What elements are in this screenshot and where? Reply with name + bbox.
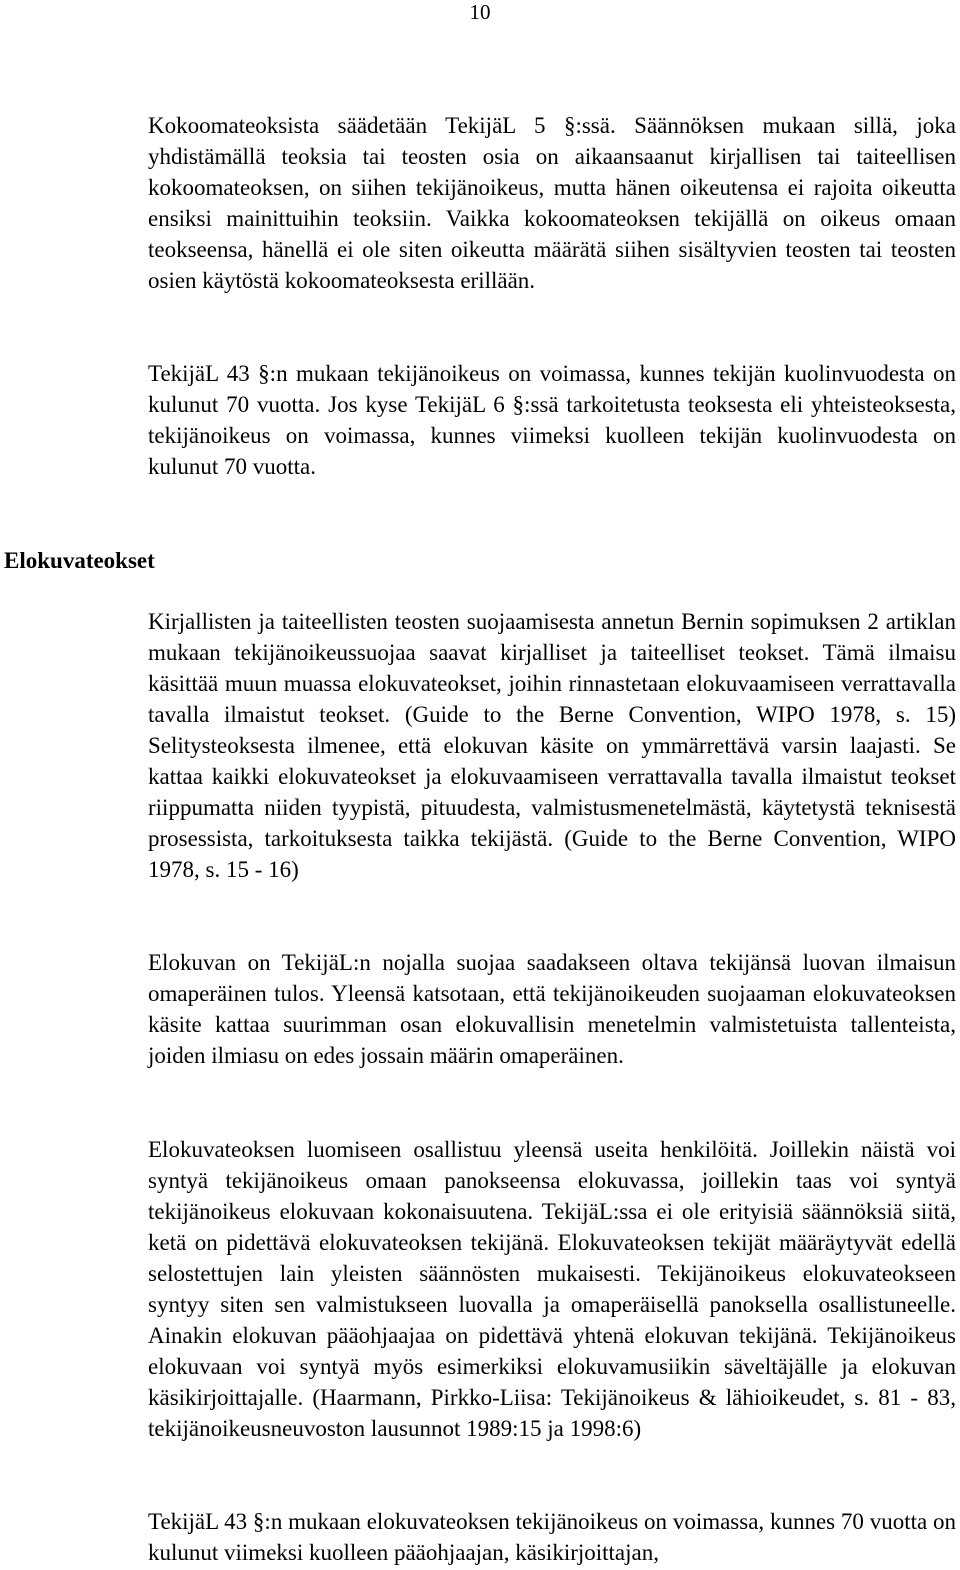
paragraph-elokuvan-suoja: Elokuvan on TekijäL:n nojalla suojaa saadakseen oltava tekijänsä luovan ilmaisun omaperäinen tulos. Yleensä katsotaan, että tekijänoikeuden suojaaman elokuvateoksen käsite kattaa suurimman osan elokuvallisin menetelmin valmistetuista tallenteista, joiden ilmiasu on edes jossain määrin omaperäinen.	[148, 950, 956, 1068]
paragraph-kokoomateokset: Kokoomateoksista säädetään TekijäL 5 §:ssä. Säännöksen mukaan sillä, joka yhdistämällä teoksia tai teosten osia on aikaansaanut kirjallisen tai taiteellisen kokoomateoksen, on siihen tekijänoikeus, mutta hänen oikeutensa ei rajoita oikeutta ensiksi mainittuihin teoksiin. Vaikka kokoomateoksen tekijällä on oikeus omaan teokseensa, hänellä ei ole siten oikeutta määrätä siihen sisältyvien teosten tai teosten osien käytöstä kokoomateoksesta erillään.	[148, 113, 956, 293]
paragraph-elokuvan-tekijat: Elokuvateoksen luomiseen osallistuu yleensä useita henkilöitä. Joillekin näistä voi syntyä tekijänoikeus omaan panokseensa elokuvassa, joillekin taas voi syntyä tekijänoikeus elokuvaan kokonaisuutena. TekijäL:ssa ei ole erityisiä säännöksiä siitä, ketä on pidettävä elokuvateoksen tekijänä. Elokuvateoksen tekijät määräytyvät edellä selostettujen lain yleisten säännösten mukaisesti. Tekijänoikeus elokuvateokseen syntyy siten sen valmistukseen luovalla ja omaperäisellä panoksella osallistuneelle. Ainakin elokuvan pääohjaajaa on pidettävä yhtenä elokuvan tekijänä. Tekijänoikeus elokuvaan voi syntyä myös esimerkiksi elokuvamusiikin säveltäjälle ja elokuvan käsikirjoittajalle. (Haarmann, Pirkko-Liisa: Tekijänoikeus & lähioikeudet, s. 81 - 83, tekijänoikeusneuvoston lausunnot 1989:15 ja 1998:6)	[148, 1137, 956, 1441]
paragraph-bernin-sopimus: Kirjallisten ja taiteellisten teosten suojaamisesta annetun Bernin sopimuksen 2 artiklan mukaan tekijänoikeussuojaa saavat kirjalliset ja taiteelliset teokset. Tämä ilmaisu käsittää muun muassa elokuvateokset, joihin rinnastetaan elokuvaamiseen verrattavalla tavalla ilmaistut teokset. (Guide to the Berne Convention, WIPO 1978, s. 15) Selitysteoksesta ilmenee, että elokuvan käsite on ymmärrettävä varsin laajasti. Se kattaa kaikki elokuvateokset ja elokuvaamiseen verrattavalla tavalla ilmaistut teokset riippumatta niiden tyypistä, pituudesta, valmistusmenetelmästä, käytetystä teknisestä prosessista, tarkoituksesta taikka tekijästä. (Guide to the Berne Convention, WIPO 1978, s. 15 - 16)	[148, 609, 956, 882]
page-number: 10	[469, 0, 491, 24]
section-heading: Elokuvateokset	[4, 548, 155, 573]
paragraph-voimassaolo: TekijäL 43 §:n mukaan tekijänoikeus on voimassa, kunnes tekijän kuolinvuodesta on kulunut 70 vuotta. Jos kyse TekijäL 6 §:ssä tarkoitetusta teoksesta eli yhteisteoksesta, tekijänoikeus on voimassa, kunnes viimeksi kuolleen tekijän kuolinvuodesta on kulunut 70 vuotta.	[148, 361, 956, 479]
paragraph-elokuvan-voimassaolo: TekijäL 43 §:n mukaan elokuvateoksen tekijänoikeus on voimassa, kunnes 70 vuotta on kulunut viimeksi kuolleen pääohjaajan, käsikirjoittajan,	[148, 1509, 956, 1565]
